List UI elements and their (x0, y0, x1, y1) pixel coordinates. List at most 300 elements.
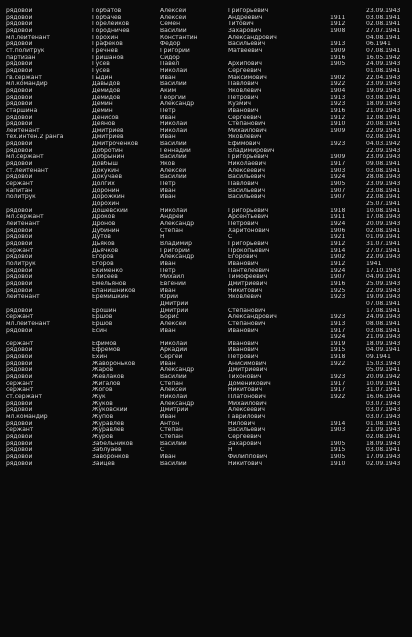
first-name-cell: Иван (160, 194, 176, 201)
surname-cell: Демидов (92, 87, 121, 94)
patronymic-cell: Яковлевич (228, 294, 262, 301)
birth-year-cell: 1902 (330, 74, 346, 81)
rank-cell: рядовой (6, 8, 33, 14)
rank-cell: сержант (6, 380, 34, 387)
rank-cell: рядовой (6, 227, 33, 234)
birth-year-cell (330, 414, 366, 421)
birth-year-cell (330, 301, 366, 308)
rank-cell: партизан (6, 54, 36, 61)
date-cell: 25.09.1943 (366, 280, 401, 287)
table-row (6, 208, 408, 215)
surname-cell: Добрынин (92, 154, 125, 161)
date-cell: 02.08.1941 (366, 227, 401, 234)
patronymic-cell: Петрович (228, 354, 259, 361)
date-cell: 02.08.1941 (366, 21, 401, 28)
birth-year-cell: 1907 (330, 194, 346, 201)
rank-cell: мл.сержант (6, 154, 44, 161)
surname-cell (92, 334, 160, 341)
first-name-cell: Антон (160, 420, 180, 427)
birth-year-cell: 1905 (330, 61, 346, 68)
birth-year-cell: 1923 (330, 141, 346, 148)
surname-cell: Жигалов (92, 380, 121, 387)
birth-year-cell: 1909 (330, 47, 346, 54)
birth-year-cell: 1913 (330, 94, 346, 101)
surname-cell: Демин (92, 107, 113, 114)
date-cell: 27.07.1941 (366, 247, 401, 254)
surname-cell: Дошевский (92, 207, 128, 214)
table-row (6, 48, 408, 55)
rank-cell: рядовой (6, 460, 33, 467)
first-name-cell: Василий (160, 141, 187, 148)
rank-cell: рядовой (6, 114, 33, 121)
table-row (6, 427, 408, 434)
first-name-cell: Александр (160, 221, 195, 227)
date-cell: 31.07.1941 (366, 240, 401, 247)
date-cell: 01.08.1941 (366, 420, 401, 427)
first-name-cell: Степан (160, 427, 183, 434)
first-name-cell: Дмитрий (160, 300, 189, 307)
table-row (6, 294, 408, 301)
table-row (6, 181, 408, 188)
date-cell: 03.08.1941 (366, 167, 401, 174)
first-name-cell: Александр (160, 367, 195, 374)
date-cell: 09.08.1941 (366, 161, 401, 168)
first-name-cell: Николай (160, 127, 188, 134)
rank-cell: мл.сержант (6, 214, 44, 221)
table-row (6, 407, 408, 414)
patronymic-cell: Яковлевич (228, 134, 262, 141)
patronymic-cell (228, 201, 330, 208)
first-name-cell (160, 334, 228, 341)
first-name-cell: Сергей (160, 354, 183, 361)
surname-cell: Дорохин (92, 201, 120, 208)
patronymic-cell: Егорович (228, 254, 258, 261)
table-row (6, 234, 408, 241)
surname-cell: Дмитриев (92, 127, 124, 134)
birth-year-cell: 1903 (330, 427, 346, 434)
surname-cell: Еремишкин (92, 294, 129, 301)
patronymic-cell (228, 334, 330, 341)
surname-cell: Жаров (92, 367, 114, 374)
surname-cell: Жуковский (92, 407, 128, 414)
table-row (6, 354, 408, 361)
table-row (6, 35, 408, 42)
surname-cell: Докукин (92, 167, 119, 174)
patronymic-cell: Александрович (228, 34, 277, 41)
first-name-cell: Николай (160, 207, 188, 214)
table-row (6, 55, 408, 62)
rank-cell: рядовой (6, 347, 33, 354)
first-name-cell: Николай (160, 67, 188, 74)
rank-cell: рядовой (6, 94, 33, 101)
date-cell: 19.09.1943 (366, 87, 401, 94)
patronymic-cell: Степанович (228, 121, 266, 128)
first-name-cell: Василий (160, 154, 187, 161)
patronymic-cell: Прокопьевич (228, 247, 270, 254)
rank-cell: рядовой (6, 121, 33, 128)
first-name-cell: Н (160, 234, 165, 241)
rank-cell: рядовой (6, 360, 33, 367)
patronymic-cell: Григорьевич (228, 240, 269, 247)
birth-year-cell (330, 434, 366, 441)
birth-year-cell: 1913 (330, 320, 346, 327)
date-cell: 03.08.1941 (366, 447, 401, 454)
table-row (6, 281, 408, 288)
patronymic-cell: Михайлович (228, 127, 267, 134)
surname-cell: Городничев (92, 27, 130, 34)
table-row (6, 241, 408, 248)
first-name-cell: Аркадий (160, 347, 188, 354)
birth-year-cell: 1914 (330, 420, 346, 427)
birth-year-cell: 1923 (330, 314, 346, 321)
surname-cell (92, 301, 160, 308)
table-row (6, 301, 408, 308)
date-cell: 01.09.1941 (366, 234, 401, 241)
surname-cell: Екименко (92, 267, 123, 274)
date-cell: 1941 (366, 260, 382, 267)
table-row (6, 95, 408, 102)
date-cell: 04.03.1942 (366, 141, 401, 148)
first-name-cell: Юрий (160, 294, 179, 301)
birth-year-cell: 1924 (330, 267, 346, 274)
rank-cell: рядовой (6, 61, 33, 68)
first-name-cell: Иван (160, 74, 176, 81)
patronymic-cell: Захарович (228, 440, 262, 447)
birth-year-cell: 1916 (330, 107, 346, 114)
rank-cell: сержант (6, 387, 34, 394)
birth-year-cell (330, 68, 366, 75)
rank-cell: ст.лейтенант (6, 167, 49, 174)
patronymic-cell: Никитович (228, 460, 263, 467)
table-row (6, 381, 408, 388)
surname-cell: Жевлаков (92, 374, 125, 381)
patronymic-cell: Александрович (228, 314, 277, 321)
birth-year-cell: 1909 (330, 127, 346, 134)
rank-cell: гв.сержант (6, 74, 42, 81)
rank-cell: политрук (6, 260, 36, 267)
table-row (6, 341, 408, 348)
patronymic-cell: Иванович (228, 347, 259, 354)
patronymic-cell: Пантелеевич (228, 267, 270, 274)
date-cell: 06.1941 (366, 41, 391, 48)
rank-cell: рядовой (6, 174, 33, 181)
first-name-cell: Георгий (160, 94, 186, 101)
rank-cell: рядовой (6, 287, 33, 294)
surname-cell: Ефимов (92, 340, 117, 347)
rank-cell: рядовой (6, 254, 33, 261)
first-name-cell: Григорий (160, 247, 190, 254)
rank-cell: сержант (6, 340, 34, 347)
birth-year-cell: 1918 (330, 354, 346, 361)
birth-year-cell: 1915 (330, 347, 346, 354)
rank-cell: рядовой (6, 400, 33, 407)
table-row (6, 201, 408, 208)
table-row (6, 154, 408, 161)
rank-cell: рядовой (6, 434, 33, 440)
birth-year-cell: 1907 (330, 274, 346, 281)
table-row (6, 41, 408, 48)
birth-year-cell: 1912 (330, 21, 346, 28)
birth-year-cell: 1914 (330, 247, 346, 254)
date-cell: 22.08.1941 (366, 194, 401, 201)
rank-cell (6, 201, 92, 208)
rank-cell: рядовой (6, 87, 33, 94)
table-row (6, 461, 408, 468)
table-row (6, 347, 408, 354)
birth-year-cell: 1924 (330, 174, 346, 181)
surname-cell: Журавлев (92, 427, 125, 434)
table-row (6, 334, 408, 341)
surname-cell: Ефремов (92, 347, 121, 354)
surname-cell: Горохин (92, 34, 119, 41)
surname-cell: Жук (92, 394, 106, 401)
rank-cell: капитан (6, 187, 33, 194)
patronymic-cell: Анисимович (228, 360, 267, 367)
patronymic-cell (228, 301, 330, 308)
birth-year-cell (330, 8, 366, 15)
birth-year-cell (330, 407, 366, 414)
table-row (6, 434, 408, 441)
table-row (6, 288, 408, 295)
surname-cell: Демидов (92, 94, 121, 101)
birth-year-cell: 1922 (330, 394, 346, 401)
rank-cell: рядовой (6, 27, 33, 34)
patronymic-cell: Павлович (228, 181, 259, 188)
date-cell: 01.08.1941 (366, 67, 401, 74)
first-name-cell: Яков (160, 161, 175, 168)
patronymic-cell: Тимофеевич (228, 274, 268, 281)
patronymic-cell: Н (228, 447, 233, 454)
birth-year-cell: 1917 (330, 327, 346, 334)
birth-year-cell: 1907 (330, 187, 346, 194)
surname-cell: Ершов (92, 314, 113, 321)
patronymic-cell: Яковлевич (228, 87, 262, 94)
patronymic-cell: Платонович (228, 394, 266, 401)
table-row (6, 221, 408, 228)
birth-year-cell (330, 367, 366, 374)
first-name-cell: Андрей (160, 214, 184, 221)
table-row (6, 248, 408, 255)
table-row (6, 308, 408, 315)
birth-year-cell: 1916 (330, 54, 346, 61)
date-cell: 02.08.1941 (366, 434, 401, 440)
surname-cell: Гречнев (92, 47, 118, 54)
table-row (6, 134, 408, 141)
table-row (6, 28, 408, 35)
surname-cell: Есин (92, 327, 107, 334)
birth-year-cell: 1917 (330, 387, 346, 394)
first-name-cell: Федор (160, 41, 181, 48)
table-row (6, 15, 408, 22)
patronymic-cell: Иванович (228, 107, 259, 114)
first-name-cell: Василий (160, 27, 187, 34)
first-name-cell: Алексей (160, 387, 187, 394)
surname-cell: Зайцев (92, 460, 115, 467)
first-name-cell: Сидор (160, 54, 180, 61)
patronymic-cell: Степанович (228, 307, 266, 314)
rank-cell: ст.политрук (6, 47, 45, 54)
first-name-cell: Иван (160, 260, 176, 267)
rank-cell: рядовой (6, 307, 33, 314)
date-cell: 07.08.1941 (366, 300, 401, 307)
table-row (6, 254, 408, 261)
date-cell: 15.03.1943 (366, 360, 401, 367)
surname-cell: Ерошин (92, 307, 117, 314)
patronymic-cell: Сергеевич (228, 114, 262, 121)
surname-cell: Горбатов (92, 8, 122, 14)
date-cell: 19.09.1943 (366, 294, 401, 301)
patronymic-cell: Нилович (228, 420, 255, 427)
birth-year-cell: 1905 (330, 440, 346, 447)
date-cell: 28.08.1943 (366, 174, 401, 181)
first-name-cell: Иван (160, 287, 176, 294)
table-row (6, 387, 408, 394)
first-name-cell: Семен (160, 21, 181, 28)
patronymic-cell: Васильевич (228, 41, 266, 48)
table-row (6, 401, 408, 408)
table-row (6, 141, 408, 148)
date-cell: 07.08.1941 (366, 47, 401, 54)
table-row (6, 68, 408, 75)
rank-cell: сержант (6, 181, 34, 188)
first-name-cell: Аким (160, 87, 177, 94)
surname-cell: Елисеев (92, 274, 118, 281)
patronymic-cell: Андреевич (228, 14, 263, 21)
table-row (6, 328, 408, 335)
patronymic-cell: Васильевич (228, 187, 266, 194)
rank-cell: сержант (6, 247, 34, 254)
surname-cell: Довбыш (92, 161, 118, 168)
table-row (6, 321, 408, 328)
birth-year-cell: 1916 (330, 280, 346, 287)
patronymic-cell: Тихонович (228, 374, 262, 381)
table-row (6, 214, 408, 221)
surname-cell: Емельянов (92, 280, 127, 287)
date-cell: 21.09.1943 (366, 107, 401, 114)
table-row (6, 128, 408, 135)
date-cell: 18.09.1943 (366, 440, 401, 447)
birth-year-cell (330, 35, 366, 42)
table-row (6, 188, 408, 195)
table-row (6, 21, 408, 28)
table-row (6, 261, 408, 268)
first-name-cell: Василий (160, 81, 187, 88)
date-cell: 21.09.1943 (366, 427, 401, 434)
table-row (6, 148, 408, 155)
birth-year-cell: 1910 (330, 460, 346, 467)
date-cell: 25.07.1941 (366, 201, 401, 208)
surname-cell: Егоров (92, 254, 114, 261)
first-name-cell: Павел (160, 61, 180, 68)
patronymic-cell: Филиппович (228, 453, 268, 460)
date-cell: 04.08.1941 (366, 34, 401, 41)
patronymic-cell: Владимирович (228, 147, 275, 154)
birth-year-cell: 1912 (330, 240, 346, 247)
first-name-cell: Иван (160, 134, 176, 141)
first-name-cell: Александр (160, 101, 195, 108)
surname-cell: Дроков (92, 214, 115, 221)
rank-cell: рядовой (6, 21, 33, 28)
date-cell: 10.09.1941 (366, 380, 401, 387)
birth-year-cell (330, 148, 366, 155)
date-cell: 23.08.1941 (366, 187, 401, 194)
casualty-table (6, 8, 408, 467)
date-cell: 22.09.1943 (366, 127, 401, 134)
surname-cell: Забельников (92, 440, 133, 447)
rank-cell: рядовой (6, 14, 33, 21)
first-name-cell: Николай (160, 394, 188, 401)
date-cell: 22.09.1943 (366, 287, 401, 294)
surname-cell: Дмитроченков (92, 141, 139, 148)
surname-cell: Докучаев (92, 174, 122, 181)
date-cell: 04.09.1941 (366, 347, 401, 354)
date-cell: 27.07.1941 (366, 27, 401, 34)
table-row (6, 75, 408, 82)
first-name-cell (160, 201, 228, 208)
table-row (6, 374, 408, 381)
first-name-cell: Иван (160, 327, 176, 334)
birth-year-cell: 1915 (330, 447, 346, 454)
patronymic-cell: Матвеевич (228, 47, 263, 54)
surname-cell: Горелейков (92, 21, 130, 28)
rank-cell: лейтенант (6, 127, 40, 134)
first-name-cell: Степан (160, 380, 183, 387)
date-cell: 22.09.1943 (366, 147, 401, 154)
patronymic-cell: Иванович (228, 340, 259, 347)
date-cell: 23.09.1943 (366, 154, 401, 161)
table-row (6, 361, 408, 368)
date-cell: 02.09.1943 (366, 460, 401, 467)
first-name-cell: Петр (160, 181, 176, 188)
birth-year-cell: 1905 (330, 181, 346, 188)
surname-cell: Ехин (92, 354, 108, 361)
table-row (6, 314, 408, 321)
rank-cell: рядовой (6, 327, 33, 334)
date-cell: 16.05.1942 (366, 54, 401, 61)
patronymic-cell: Доменикович (228, 380, 271, 387)
table-row (6, 168, 408, 175)
date-cell: 23.09.1943 (366, 81, 401, 88)
rank-cell: рядовой (6, 440, 33, 447)
surname-cell: Дронов (92, 221, 116, 227)
birth-year-cell: 1923 (330, 374, 346, 381)
first-name-cell: Василий (160, 460, 187, 467)
rank-cell: рядовой (6, 447, 33, 454)
surname-cell: Денисов (92, 114, 119, 121)
rank-cell: рядовой (6, 420, 33, 427)
table-row (6, 447, 408, 454)
birth-year-cell: 1917 (330, 380, 346, 387)
first-name-cell: Григорий (160, 47, 190, 54)
first-name-cell: Борис (160, 314, 179, 321)
rank-cell: рядовой (6, 101, 33, 108)
rank-cell: рядовой (6, 141, 33, 148)
date-cell: 05.09.1941 (366, 367, 401, 374)
table-row (6, 414, 408, 421)
date-cell: 23.09.1943 (366, 8, 401, 14)
date-cell: 21.09.1943 (366, 334, 401, 341)
birth-year-cell: 1906 (330, 227, 346, 234)
table-row (6, 174, 408, 181)
birth-year-cell: 1921 (330, 234, 346, 241)
rank-cell: сержант (6, 427, 34, 434)
surname-cell: Дорожкин (92, 194, 125, 201)
surname-cell: Графеков (92, 41, 123, 48)
table-row (6, 8, 408, 15)
surname-cell: Заблуаев (92, 447, 122, 454)
surname-cell: Епанишников (92, 287, 136, 294)
patronymic-cell: Степанович (228, 320, 266, 327)
